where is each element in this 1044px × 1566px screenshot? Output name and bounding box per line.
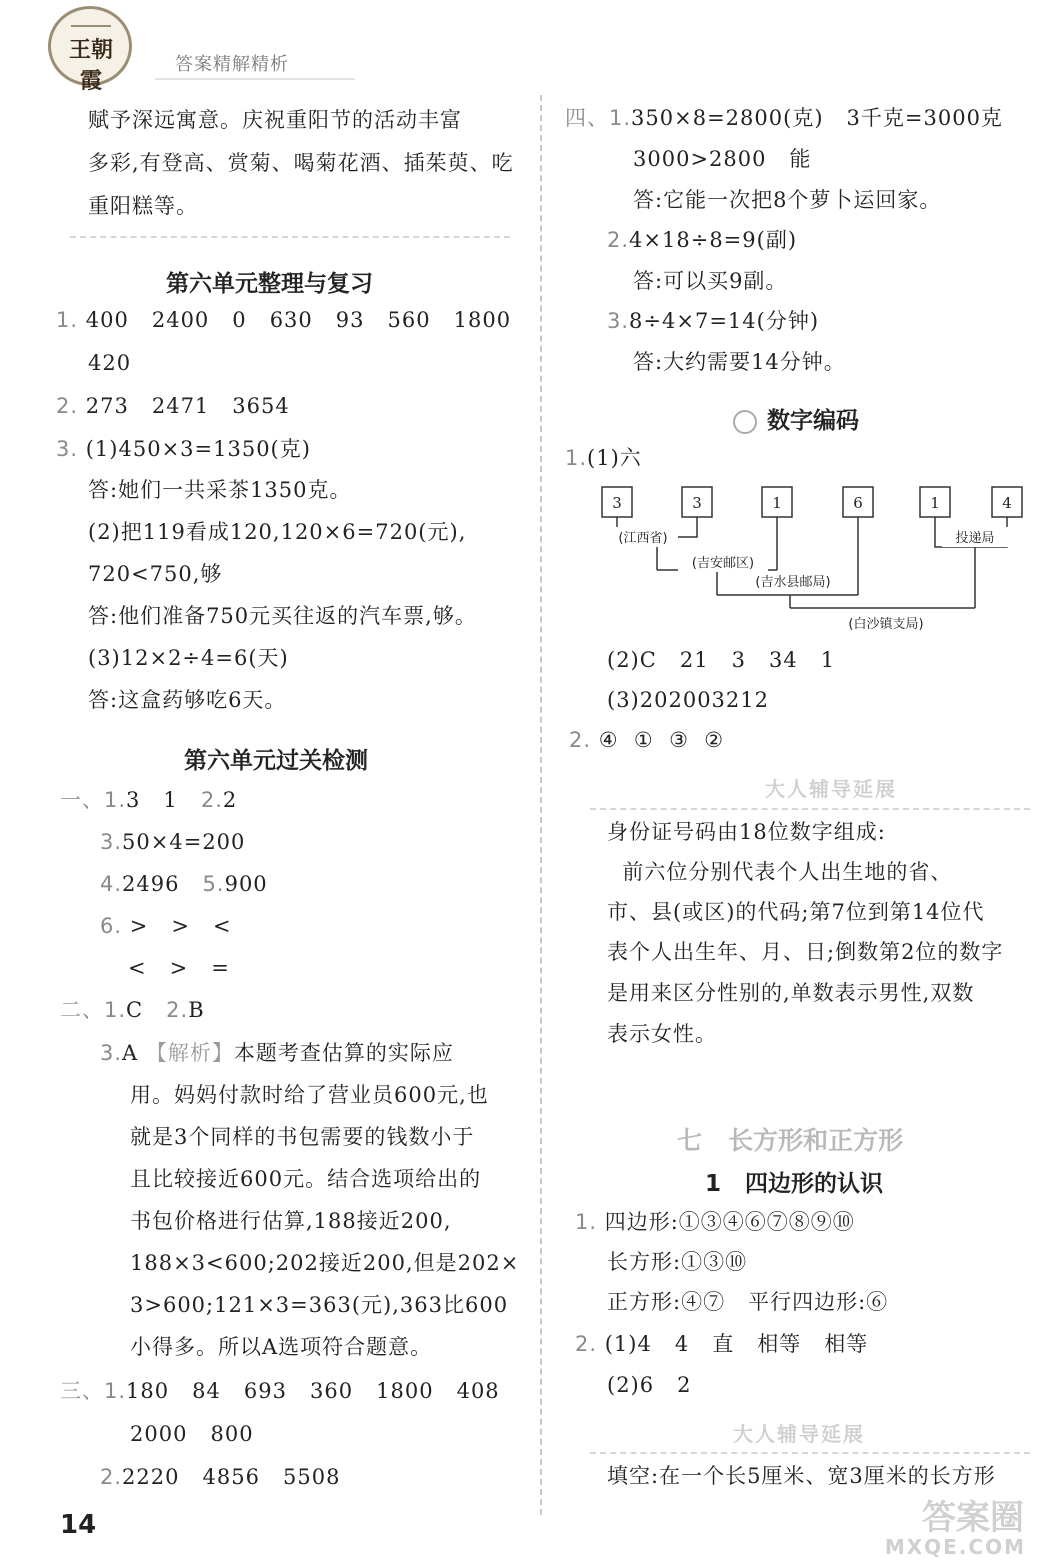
answer-line xyxy=(60,1381,500,1402)
answer-line: 188×3<600;202接近200,但是202× xyxy=(130,1251,520,1275)
answer-line: 3>600;121×3=363(元),363比600 xyxy=(130,1293,509,1317)
answer-line xyxy=(565,108,1003,129)
answer-text: C xyxy=(126,998,167,1022)
extension-text: 市、县(或区)的代码;第7位到第14位代 xyxy=(607,900,985,924)
answer-line: 720<750,够 xyxy=(88,562,223,586)
item-number: 3. xyxy=(607,309,630,333)
item-number: 三、1. xyxy=(60,1379,127,1403)
text-line: 赋予深远寓意。庆祝重阳节的活动丰富 xyxy=(88,108,462,132)
answer-text: B xyxy=(188,998,205,1022)
item-number: 2. xyxy=(100,1465,123,1489)
brand-logo xyxy=(48,6,132,94)
section-separator xyxy=(590,1452,1030,1454)
extension-text: 填空:在一个长5厘米、宽3厘米的长方形 xyxy=(607,1464,996,1488)
answer-text: 50×4=200 xyxy=(122,830,246,854)
answer-line xyxy=(56,439,311,460)
watermark-url: MXQE.COM xyxy=(884,1535,1026,1559)
answer-text: A xyxy=(122,1041,146,1065)
analysis-tag: 【解析】 xyxy=(145,1041,234,1065)
item-number: 4. xyxy=(100,872,123,896)
answer-text: 900 xyxy=(224,872,268,896)
answer-text: 8÷4×7=14(分钟) xyxy=(629,309,820,333)
logo-text: 王朝霞 xyxy=(68,37,113,94)
answer-text: 400 2400 0 630 93 560 1800 xyxy=(85,308,512,332)
section-title: 第六单元过关检测 xyxy=(184,748,368,774)
answer-line: 正方形:④⑦ 平行四边形:⑥ xyxy=(607,1290,889,1314)
diagram-label: (白沙镇支局) xyxy=(848,617,924,632)
postal-code-diagram xyxy=(590,475,1030,635)
extension-text: 前六位分别代表个人出生地的省、 xyxy=(607,860,953,884)
item-number: 二、1. xyxy=(60,998,127,1022)
answer-line: < > = xyxy=(128,956,230,980)
header-title: 答案精解精析 xyxy=(175,54,289,75)
answer-line: 书包价格进行估算,188接近200, xyxy=(130,1209,452,1233)
watermark-logo: 答案圈 xyxy=(922,1498,1024,1538)
answer-line: 答:她们一共采茶1350克。 xyxy=(88,478,352,502)
answer-line: 小得多。所以A选项符合题意。 xyxy=(130,1335,433,1359)
answer-text: 4×18÷8=9(副) xyxy=(629,228,798,252)
answer-line: (2)6 2 xyxy=(607,1373,692,1397)
text-line: 多彩,有登高、赏菊、喝菊花酒、插茱萸、吃 xyxy=(88,151,514,175)
answer-text: 2 xyxy=(222,788,238,812)
diagram-label: (吉安邮区) xyxy=(691,556,755,571)
tutor-extension-badge: 大人辅导延展 xyxy=(733,1422,865,1446)
answer-line: 答:可以买9副。 xyxy=(633,269,788,293)
leaf-icon xyxy=(733,410,757,434)
text-line: 重阳糕等。 xyxy=(88,194,198,218)
item-number: 2. xyxy=(607,228,630,252)
answer-line: (2)C 21 3 34 1 xyxy=(607,648,836,672)
answer-text: (1)六 xyxy=(587,446,642,470)
answer-line xyxy=(100,1043,454,1064)
answer-line: 答:大约需要14分钟。 xyxy=(633,350,846,374)
answer-line: 就是3个同样的书包需要的钱数小于 xyxy=(130,1125,475,1149)
item-number: 四、1. xyxy=(565,106,632,130)
diagram-label: (江西省) xyxy=(618,531,668,546)
extension-text: 身份证号码由18位数字组成: xyxy=(607,820,886,844)
section-separator xyxy=(590,808,1030,810)
answer-text: (1)450×3=1350(克) xyxy=(85,437,311,461)
answer-line: 3000>2800 能 xyxy=(633,147,812,171)
item-number: 一、1. xyxy=(60,788,127,812)
answer-line: 长方形:①③⑩ xyxy=(607,1250,748,1274)
answer-line: 答:这盒药够吃6天。 xyxy=(88,688,287,712)
item-number: 2. xyxy=(575,1332,598,1356)
answer-line xyxy=(100,832,245,853)
answer-text: 四边形:①③④⑥⑦⑧⑨⑩ xyxy=(604,1210,855,1234)
code-digit: 3 xyxy=(612,494,622,512)
section-separator xyxy=(70,236,510,238)
section-title: 第六单元整理与复习 xyxy=(166,271,373,297)
answer-line: (3)12×2÷4=6(天) xyxy=(88,646,289,670)
answer-line xyxy=(100,874,268,895)
item-number: 3. xyxy=(56,437,79,461)
answer-line xyxy=(569,730,724,751)
item-number: 6. xyxy=(100,914,123,938)
item-number: 3. xyxy=(100,830,123,854)
answer-line xyxy=(575,1212,855,1233)
item-number: 1. xyxy=(575,1210,598,1234)
crown-icon xyxy=(71,15,111,27)
answer-line xyxy=(56,396,290,417)
answer-line: (2)把119看成120,120×6=720(元), xyxy=(88,520,467,544)
answer-text: 273 2471 3654 xyxy=(85,394,290,418)
answer-line xyxy=(575,1334,868,1355)
code-digit: 4 xyxy=(1002,494,1012,512)
answer-line: (3)202003212 xyxy=(607,688,769,712)
answer-text: 2220 4856 5508 xyxy=(122,1465,341,1489)
section-title-text: 数字编码 xyxy=(767,408,859,434)
answer-line: 420 xyxy=(88,351,132,375)
section-title: 1 四边形的认识 xyxy=(705,1171,884,1197)
column-divider xyxy=(540,95,542,1515)
item-number: 1. xyxy=(565,446,588,470)
page-number: 14 xyxy=(60,1510,97,1540)
item-number: 3. xyxy=(100,1041,123,1065)
code-digit: 6 xyxy=(853,494,863,512)
header-rule xyxy=(155,78,355,80)
answer-line xyxy=(60,790,237,811)
section-title xyxy=(733,402,859,435)
answer-line xyxy=(607,230,797,251)
diagram-label: (吉水县邮局) xyxy=(755,575,831,590)
answer-line xyxy=(56,310,511,331)
answer-text: ④ ① ③ ② xyxy=(598,728,725,752)
answer-line: 答:它能一次把8个萝卜运回家。 xyxy=(633,188,942,212)
code-digit: 3 xyxy=(692,494,702,512)
answer-line xyxy=(100,916,232,937)
answer-text: 3 1 xyxy=(126,788,201,812)
answer-line: 且比较接近600元。结合选项给出的 xyxy=(130,1167,482,1191)
answer-line: 2000 800 xyxy=(130,1422,254,1446)
answer-text: (1)4 4 直 相等 相等 xyxy=(604,1332,869,1356)
answer-line: 答:他们准备750元买往返的汽车票,够。 xyxy=(88,604,477,628)
extension-text: 表个人出生年、月、日;倒数第2位的数字 xyxy=(607,940,1004,964)
answer-line xyxy=(607,311,819,332)
answer-line: 用。妈妈付款时给了营业员600元,也 xyxy=(130,1083,489,1107)
item-number: 5. xyxy=(202,872,225,896)
answer-line xyxy=(565,448,642,469)
extension-text: 表示女性。 xyxy=(607,1022,717,1046)
answer-text: > > < xyxy=(129,914,232,938)
item-number: 2. xyxy=(166,998,189,1022)
answer-line xyxy=(100,1467,340,1488)
answer-text: 180 84 693 360 1800 408 xyxy=(126,1379,500,1403)
item-number: 1. xyxy=(56,308,79,332)
chapter-title: 七 长方形和正方形 xyxy=(677,1126,904,1155)
answer-text: 2496 xyxy=(122,872,203,896)
answer-line xyxy=(60,1000,205,1021)
item-number: 2. xyxy=(56,394,79,418)
extension-text: 是用来区分性别的,单数表示男性,双数 xyxy=(607,981,975,1005)
code-digit: 1 xyxy=(772,494,782,512)
code-digit: 1 xyxy=(930,494,940,512)
answer-text: 本题考查估算的实际应 xyxy=(233,1041,454,1065)
diagram-label: 投递局 xyxy=(955,531,995,546)
tutor-extension-badge: 大人辅导延展 xyxy=(765,777,897,801)
page-header xyxy=(40,6,440,94)
answer-text: 350×8=2800(克) 3千克=3000克 xyxy=(631,106,1003,130)
item-number: 2. xyxy=(569,728,592,752)
item-number: 2. xyxy=(200,788,223,812)
